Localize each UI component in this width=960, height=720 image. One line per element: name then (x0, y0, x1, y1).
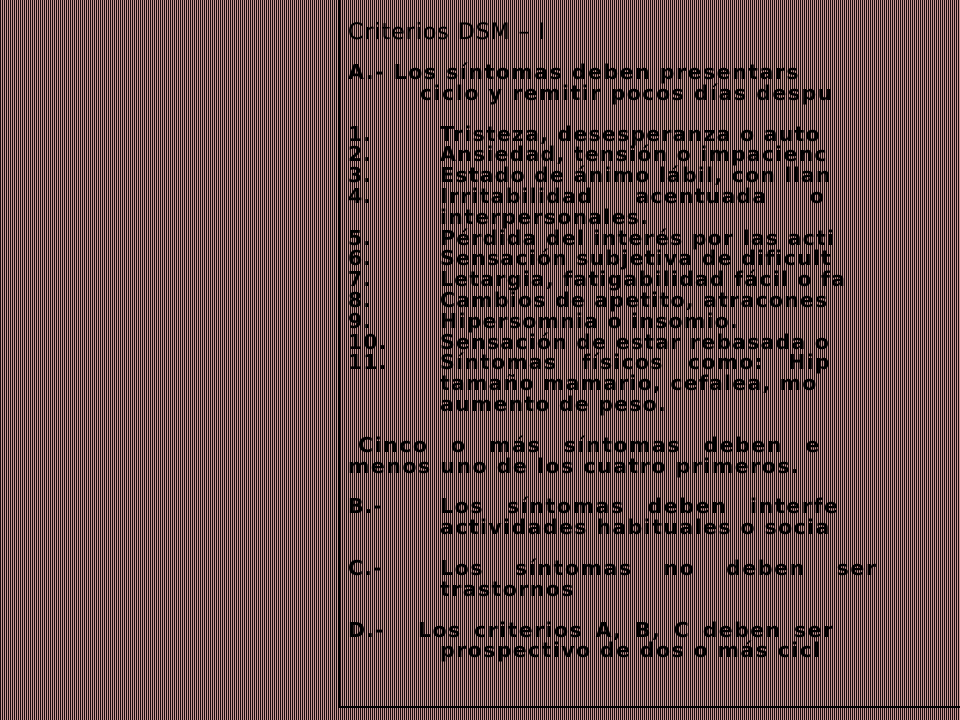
note-line-1: Cinco o más síntomas deben e (358, 432, 821, 457)
symptom-text-continued: tamaño mamario, cefalea, mo (440, 371, 818, 396)
symptom-number: 11. (348, 350, 388, 375)
criterion-b-letter: B.- (348, 494, 383, 519)
symptom-item (348, 183, 960, 208)
criterion-b-line-1: Los síntomas deben interfe (440, 494, 840, 519)
slide-title: Criterios DSM – I (348, 20, 547, 45)
note-line-2: menos uno de los cuatro primeros. (348, 453, 801, 478)
symptom-item (348, 352, 960, 373)
symptom-text-continued: aumento de peso. (440, 391, 667, 416)
criterion-a-line-2: ciclo y remitir pocos días despu (420, 80, 834, 105)
criterion-c-letter: C.- (348, 555, 383, 580)
symptom-item (348, 248, 960, 269)
symptom-item (348, 144, 960, 165)
symptom-text: Cambios de apetito, atracones (440, 287, 829, 312)
symptom-text-continued: interpersonales. (440, 204, 649, 229)
symptom-text: Letargia, fatigabilidad fácil o fa (440, 267, 847, 292)
criterion-c-head (348, 555, 960, 580)
symptom-item (348, 269, 960, 290)
criterion-c (348, 555, 960, 601)
symptom-item (348, 225, 960, 250)
symptom-text: Estado de ánimo lábil, con llan (440, 163, 832, 188)
criterion-d-letter: D.- (348, 617, 385, 642)
symptom-text: Pérdida del interés por las acti (440, 225, 836, 250)
symptom-number: 8. (348, 287, 373, 312)
symptom-item (348, 121, 960, 146)
symptom-text: Tristeza, desesperanza o auto (440, 121, 821, 146)
symptom-item (348, 329, 960, 354)
criterion-c-line-1: Los síntomas no deben ser (440, 555, 878, 580)
symptom-item (348, 287, 960, 312)
symptom-text: Irritabilidad acentuada o (440, 183, 826, 208)
criterion-b-head (348, 496, 960, 517)
symptom-number: 7. (348, 267, 373, 292)
slide-content (348, 62, 960, 661)
criterion-d-head (348, 617, 960, 642)
slide-content-area (338, 0, 960, 708)
symptom-number: 2. (348, 142, 373, 167)
symptom-item (348, 165, 960, 186)
symptom-list (348, 121, 960, 416)
symptom-count-note (348, 432, 960, 478)
symptom-item (348, 308, 960, 333)
criterion-d-line-2: prospectivo de dos o más cicl (440, 638, 822, 663)
symptom-number: 1. (348, 121, 373, 146)
symptom-text: Ansiedad, tensión o impacienc (440, 142, 828, 167)
symptom-text: Hipersomnia o insomio. (440, 308, 739, 333)
symptom-number: 9. (348, 308, 373, 333)
symptom-number: 4. (348, 183, 373, 208)
criterion-a-line-1: A.- Los síntomas deben presentars (348, 60, 801, 84)
criterion-c-line-2: trastornos (440, 576, 575, 601)
symptom-number: 10. (348, 329, 388, 354)
symptom-number: 3. (348, 163, 373, 188)
symptom-number: 6. (348, 246, 373, 271)
criterion-d-line-1: Los criterios A, B, C deben ser (418, 617, 835, 642)
criterion-d (348, 617, 960, 663)
criterion-b (348, 496, 960, 538)
symptom-number: 5. (348, 225, 373, 250)
symptom-text: Síntomas físicos como: Hip (440, 350, 831, 375)
criterion-b-line-2: actividades habituales o socia (440, 515, 831, 540)
symptom-text: Sensación de estar rebasada o (440, 329, 831, 354)
criterion-a (348, 62, 960, 104)
symptom-text: Sensación subjetiva de dificult (440, 246, 832, 271)
